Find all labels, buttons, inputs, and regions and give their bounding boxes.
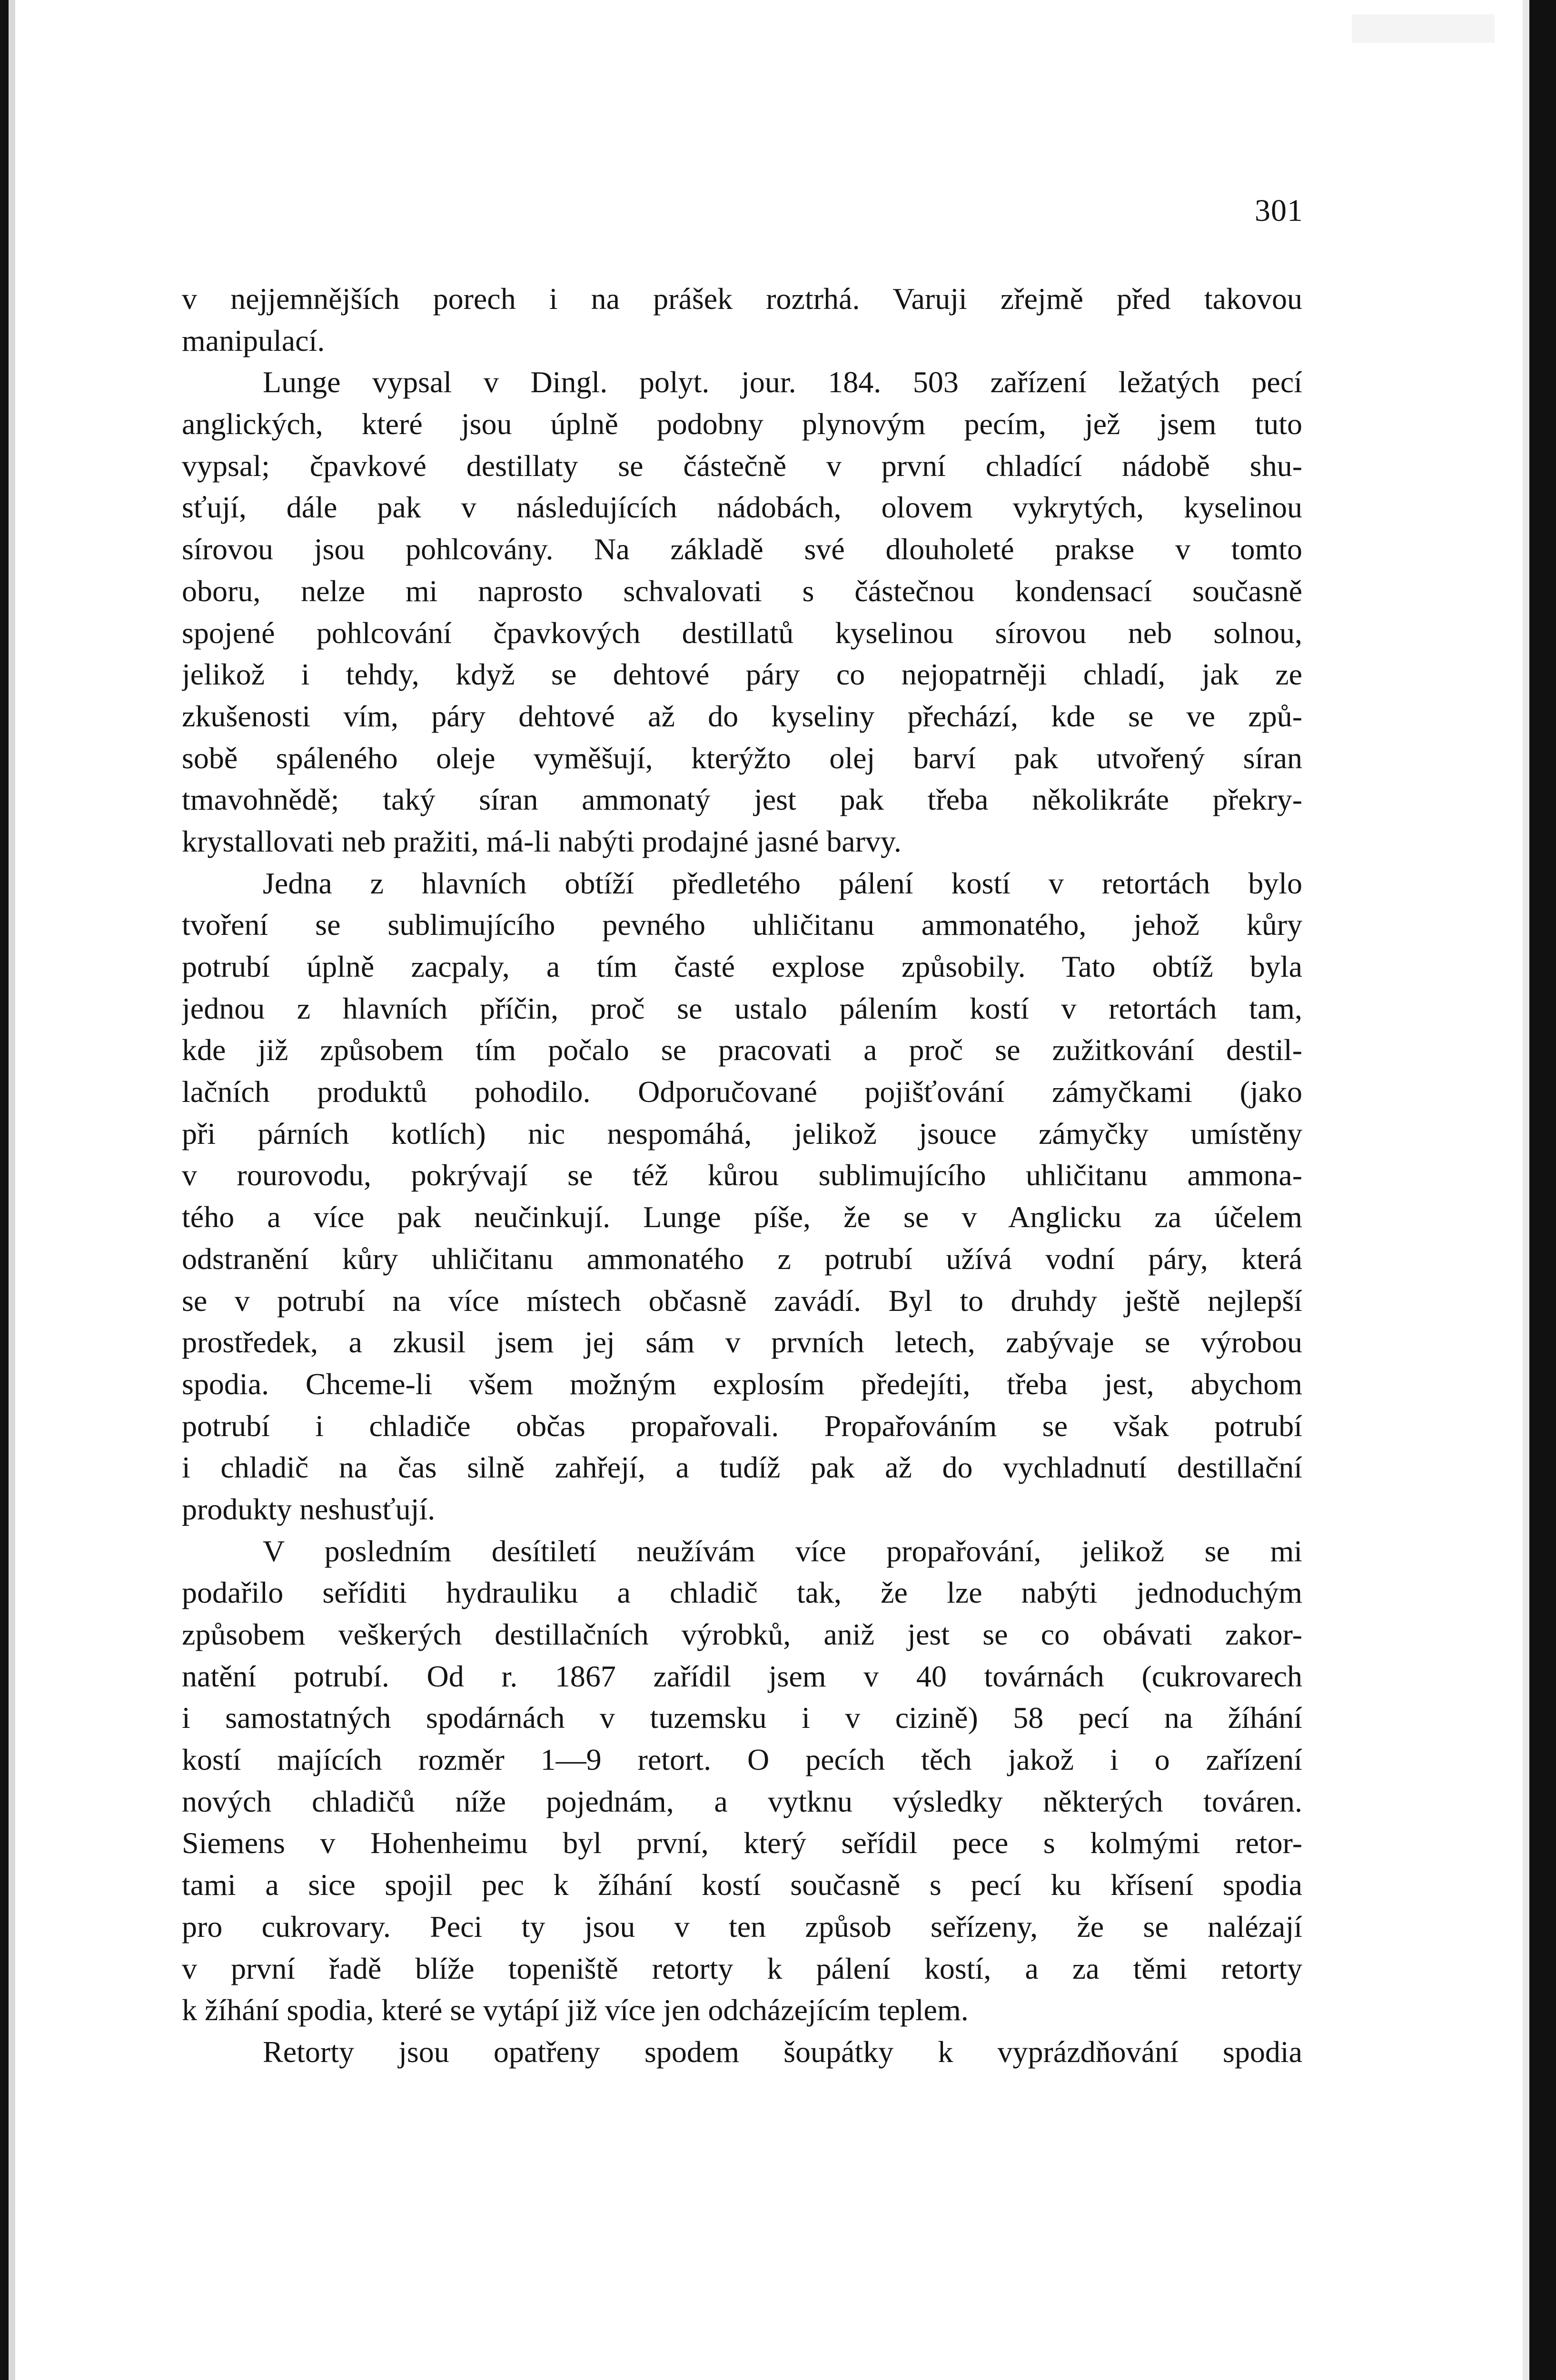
text-line: pro cukrovary. Peci ty jsou v ten způsob seřízeny, že se nalézají (182, 1909, 1302, 1944)
text-line: jednou z hlavních příčin, proč se ustalo pálením kostí v retortách tam, (182, 991, 1302, 1025)
text-line: zkušenosti vím, páry dehtové až do kyseliny přechází, kde se ve způ- (182, 699, 1302, 733)
text-line: kde již způsobem tím počalo se pracovati a proč se zužitkování destil- (182, 1033, 1302, 1067)
text-line: V posledním desítiletí neužívám více propařování, jelikož se mi (263, 1534, 1302, 1568)
text-line: krystallovati neb pražiti, má-li nabýti prodajné jasné barvy. (182, 824, 902, 858)
text-line: Retorty jsou opatřeny spodem šoupátky k vyprázdňování spodia (263, 2034, 1302, 2069)
text-line: i chladič na čas silně zahřejí, a tudíž pak až do vychladnutí destillační (182, 1450, 1302, 1485)
text-line: při párních kotlích) nic nespomáhá, jelikož jsouce zámyčky umístěny (182, 1116, 1302, 1150)
text-line: nových chladičů níže pojednám, a vytknu výsledky některých továren. (182, 1784, 1302, 1818)
right-scan-border (1529, 0, 1556, 2380)
text-line: tami a sice spojil pec k žíhání kostí současně s pecí ku křísení spodia (182, 1868, 1302, 1902)
text-line: podařilo seříditi hydrauliku a chladič tak, že lze nabýti jednoduchým (182, 1576, 1302, 1610)
text-line: sťují, dále pak v následujících nádobách, olovem vykrytých, kyselinou (182, 490, 1302, 525)
text-line: manipulací. (182, 323, 325, 357)
text-line: v první řadě blíže topeniště retorty k pálení kostí, a za těmi retorty (182, 1951, 1302, 1985)
text-line: potrubí úplně zacpaly, a tím časté explose způsobily. Tato obtíž byla (182, 950, 1302, 983)
text-line: odstranění kůry uhličitanu ammonatého z potrubí užívá vodní páry, která (182, 1241, 1302, 1276)
text-line: produkty neshusťují. (182, 1492, 436, 1526)
text-line: spodia. Chceme-li všem možným explosím předejíti, třeba jest, abychom (182, 1367, 1302, 1401)
text-line: prostředek, a zkusil jsem jej sám v prvních letech, zabývaje se výrobou (182, 1325, 1302, 1359)
top-scan-smudge (1352, 14, 1495, 43)
text-line: k žíhání spodia, které se vytápí již více jen odcházejícím teplem. (182, 1993, 969, 2027)
text-line: sírovou jsou pohlcovány. Na základě své dlouholeté prakse v tomto (182, 532, 1302, 566)
text-line: oboru, nelze mi naprosto schvalovati s částečnou kondensací současně (182, 574, 1302, 608)
text-line: Lunge vypsal v Dingl. polyt. jour. 184. 503 zařízení ležatých pecí (263, 365, 1302, 399)
text-line: Siemens v Hohenheimu byl první, který seřídil pece s kolmými retor- (182, 1826, 1302, 1860)
text-line: natění potrubí. Od r. 1867 zařídil jsem v 40 továrnách (cukrovarech (182, 1659, 1302, 1693)
page-number: 301 (1255, 193, 1303, 228)
text-line: tmavohnědě; taký síran ammonatý jest pak třeba několikráte překry- (182, 783, 1302, 817)
text-line: kostí majících rozměr 1—9 retort. O pecích těch jakož i o zařízení (182, 1743, 1302, 1777)
left-scan-shadow (9, 0, 15, 2380)
text-line: v nejjemnějších porech i na prášek roztrhá. Varuji zřejmě před takovou (182, 282, 1302, 316)
text-line: tého a více pak neučinkují. Lunge píše, že se v Anglicku za účelem (182, 1200, 1302, 1234)
text-line: potrubí i chladiče občas propařovali. Propařováním se však potrubí (182, 1408, 1302, 1443)
body-text (182, 278, 1302, 2230)
text-line: sobě spáleného oleje vyměšují, kterýžto olej barví pak utvořený síran (182, 741, 1302, 775)
text-line: v rourovodu, pokrývají se též kůrou sublimujícího uhličitanu ammona- (182, 1158, 1302, 1192)
text-line: způsobem veškerých destillačních výrobků, aniž jest se co obávati zakor- (182, 1617, 1302, 1651)
text-line: tvoření se sublimujícího pevného uhličitanu ammonatého, jehož kůry (182, 908, 1302, 942)
text-line: se v potrubí na více místech občasně zavádí. Byl to druhdy ještě nejlepší (182, 1283, 1302, 1318)
right-scan-shadow (1523, 0, 1529, 2380)
text-line: vypsal; čpavkové destillaty se částečně v první chladící nádobě shu- (182, 448, 1302, 483)
text-line: spojené pohlcování čpavkových destillatů kyselinou sírovou neb solnou, (182, 615, 1302, 650)
text-line: Jedna z hlavních obtíží předletého pálení kostí v retortách bylo (263, 866, 1302, 900)
text-line: jelikož i tehdy, když se dehtové páry co nejopatrněji chladí, jak ze (182, 657, 1302, 692)
text-line: anglických, které jsou úplně podobny plynovým pecím, jež jsem tuto (182, 407, 1302, 441)
text-line: lačních produktů pohodilo. Odporučované pojišťování zámyčkami (jako (182, 1075, 1302, 1109)
text-line: i samostatných spodárnách v tuzemsku i v cizině) 58 pecí na žíhání (182, 1701, 1302, 1735)
left-scan-border (0, 0, 9, 2380)
